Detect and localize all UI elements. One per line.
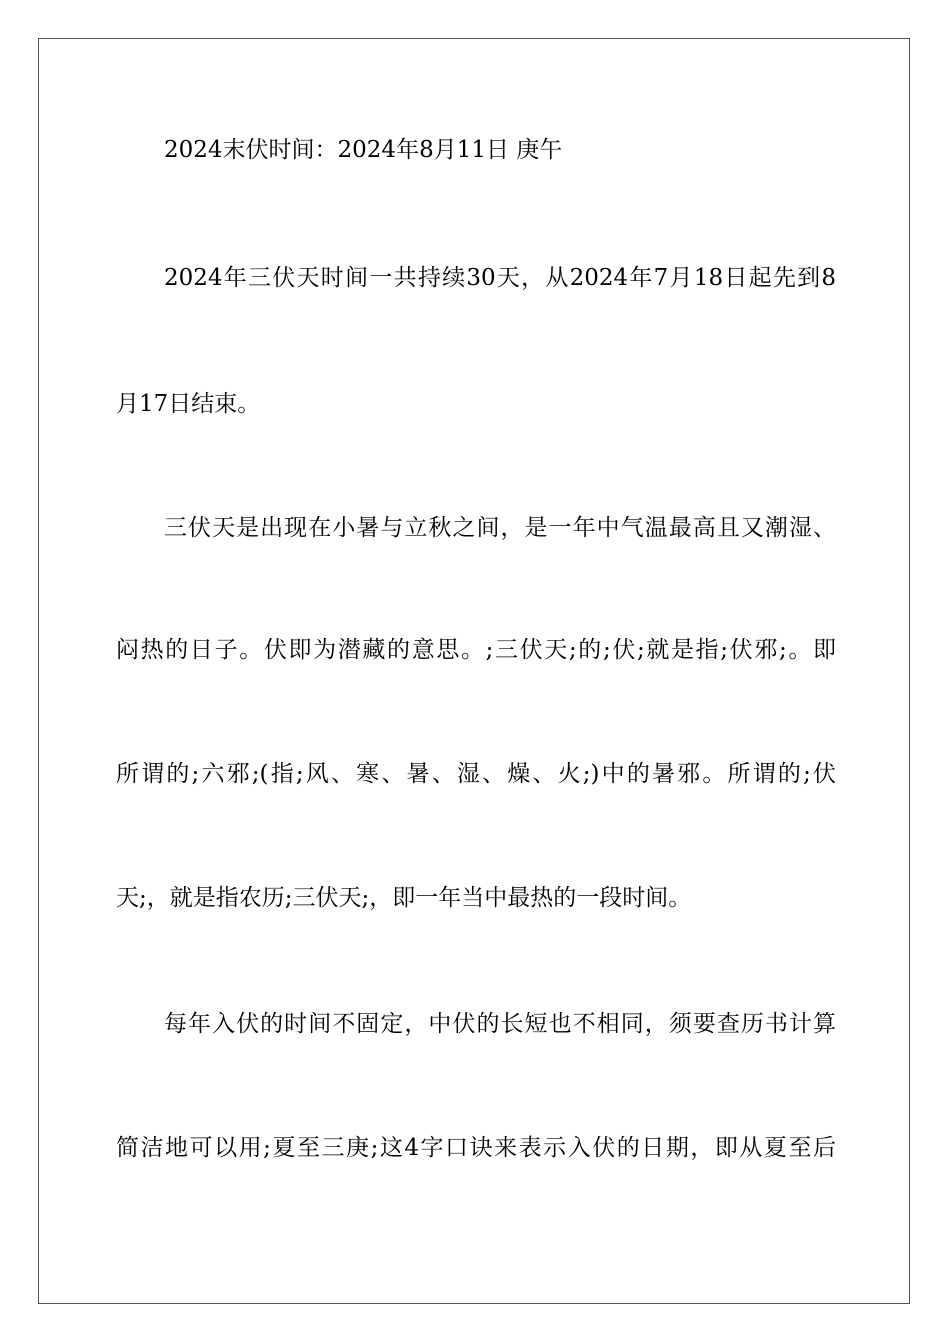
text-line-1: 2024末伏时间：2024年8月11日 庚午 [164,137,563,163]
text-line-2: 2024年三伏天时间一共持续30天，从2024年7月18日起先到8 [164,265,836,291]
page-border [38,38,910,1304]
text-line-5: 闷热的日子。伏即为潜藏的意思。;三伏天;的;伏;就是指;伏邪;。即 [116,637,836,663]
text-line-7: 天;，就是指农历;三伏天;，即一年当中最热的一段时间。 [116,885,692,911]
text-line-3: 月17日结束。 [116,391,261,417]
text-line-9: 简洁地可以用;夏至三庚;这4字口诀来表示入伏的日期，即从夏至后 [116,1135,836,1161]
text-line-6: 所谓的;六邪;(指;风、寒、暑、湿、燥、火;)中的暑邪。所谓的;伏 [116,761,836,787]
text-line-8: 每年入伏的时间不固定，中伏的长短也不相同，须要查历书计算 [164,1011,836,1037]
text-line-4: 三伏天是出现在小暑与立秋之间，是一年中气温最高且又潮湿、 [164,515,836,541]
